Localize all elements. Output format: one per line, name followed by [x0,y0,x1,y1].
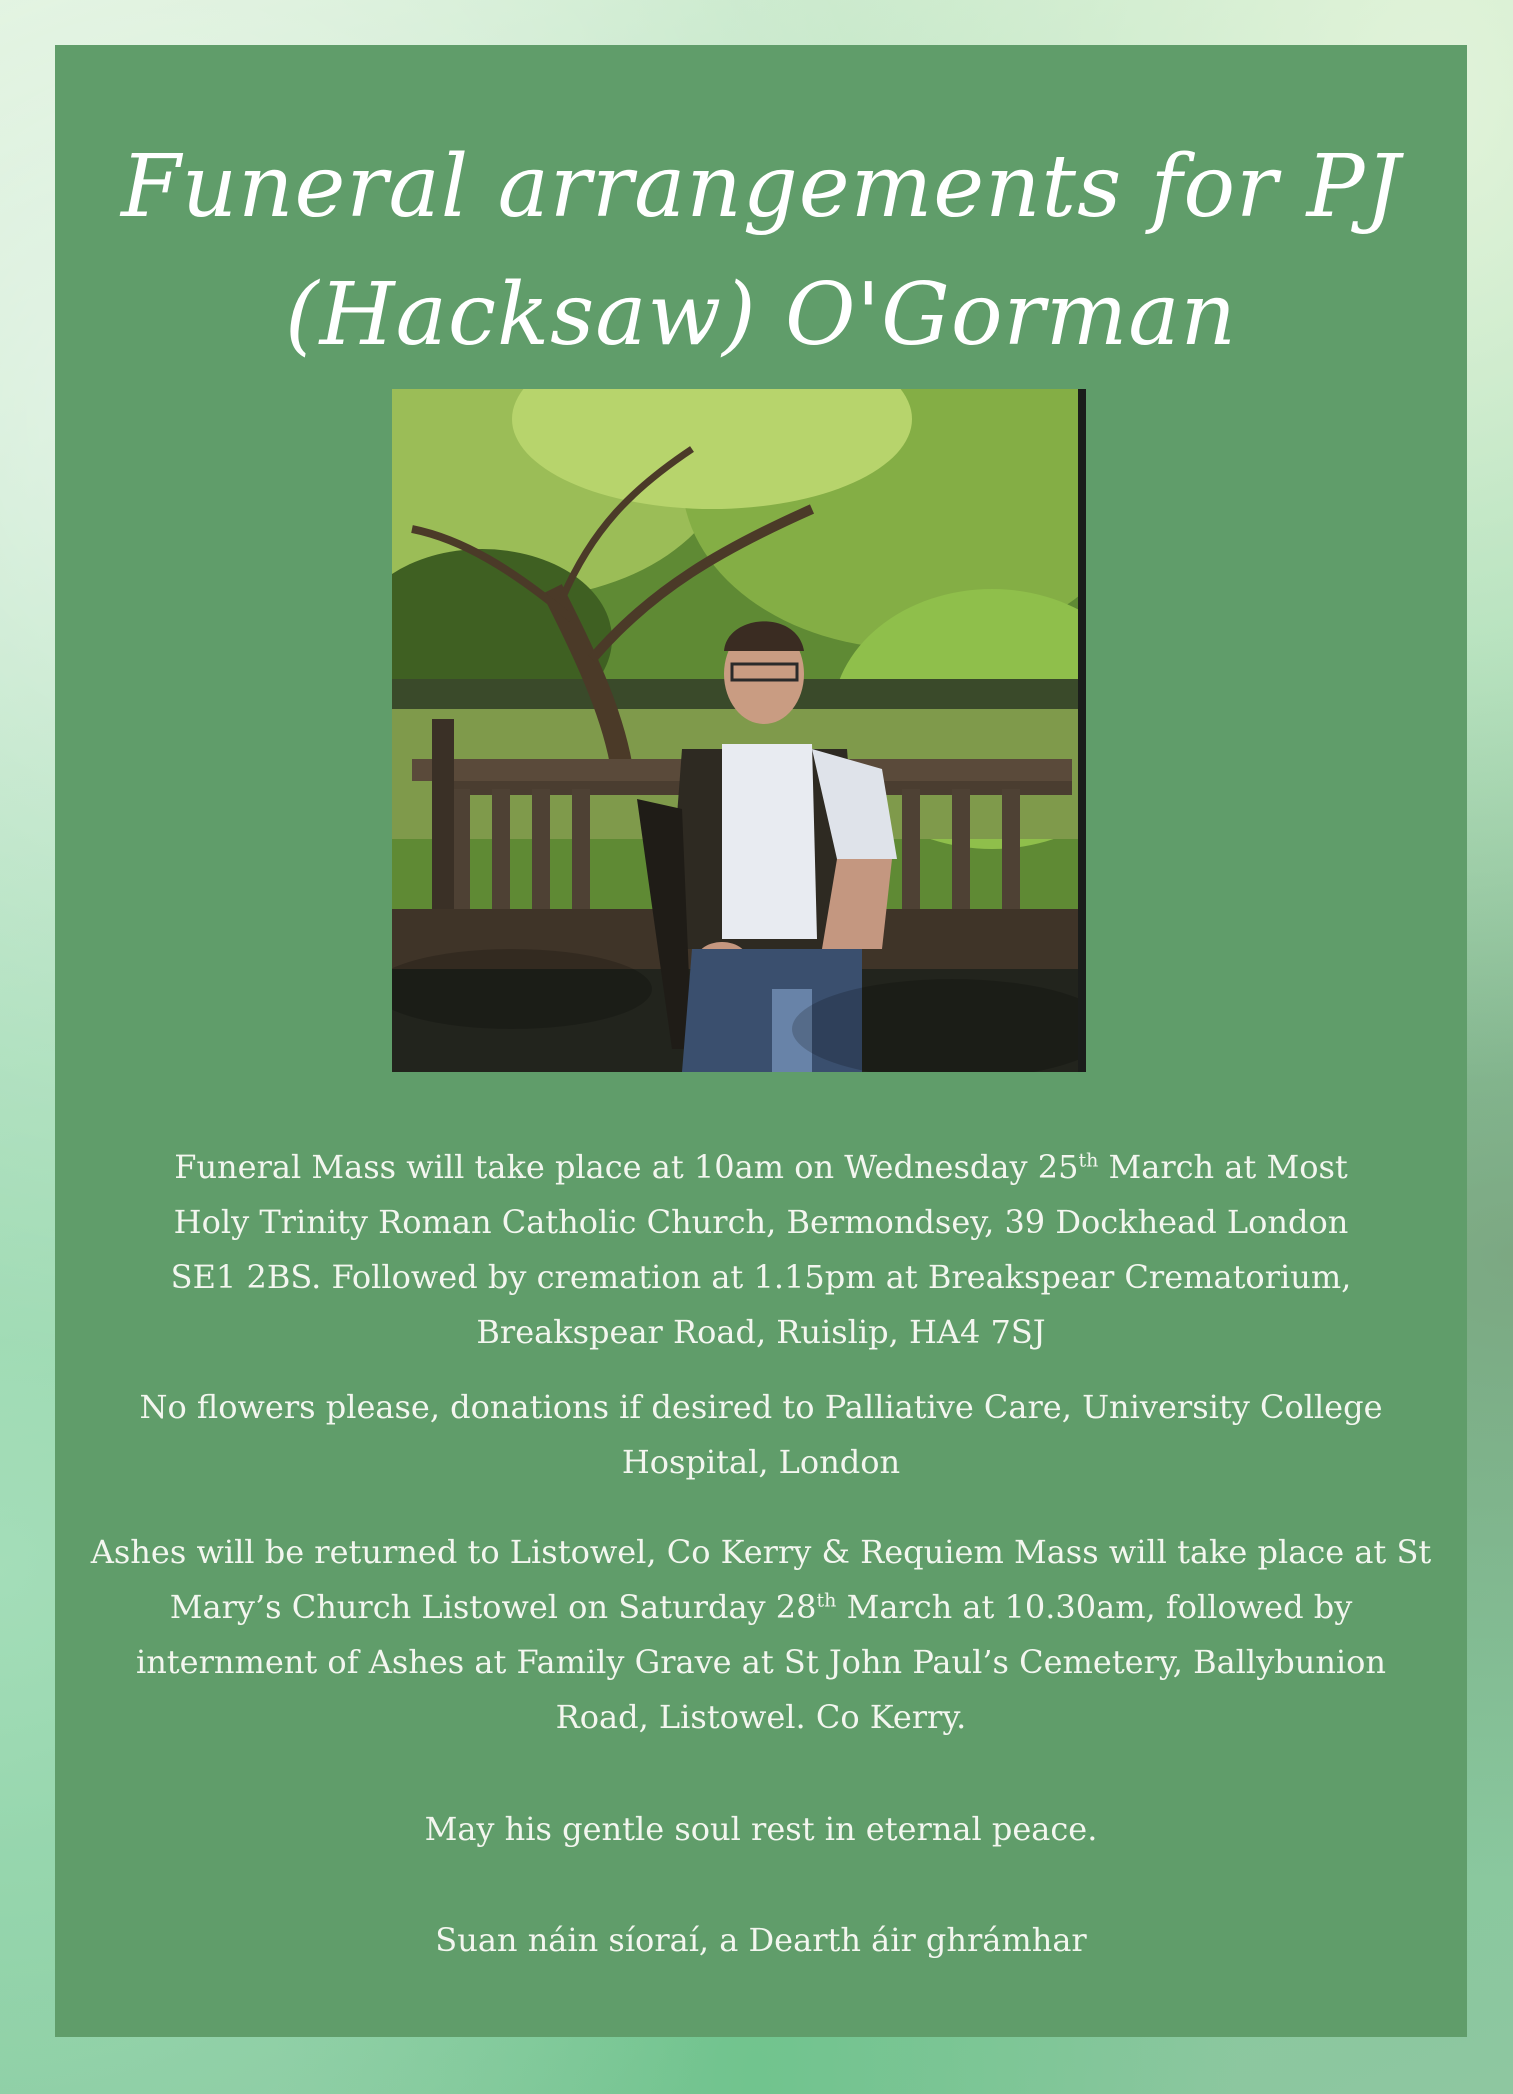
mass-date-suffix: th [1078,1149,1099,1172]
mass-line-4: Breakspear Road, Ruislip, HA4 7SJ [476,1313,1046,1351]
title-line-2: (Hacksaw) O'Gorman [285,265,1237,365]
title-line-1: Funeral arrangements for PJ [121,137,1401,237]
page-title [55,123,1467,379]
mass-line-1 [55,1140,1467,1195]
funeral-mass-paragraph [55,1140,1467,1360]
mass-line-3: SE1 2BS. Followed by cremation at 1.15pm at Breakspear Crematorium, [170,1258,1352,1296]
ashes-date-suffix: th [816,1589,837,1612]
mass-line-2: Holy Trinity Roman Catholic Church, Bermondsey, 39 Dockhead London [173,1203,1349,1241]
notice-panel [55,45,1467,2037]
ashes-line-2-text: Mary’s Church Listowel on Saturday 28 [169,1588,817,1626]
mass-line-1-text-end: March at Most [1098,1148,1348,1186]
ashes-line-3: internment of Ashes at Family Grave at St John Paul’s Cemetery, Ballybunion [135,1643,1387,1681]
ashes-line-2-text-end: March at 10.30am, followed by [836,1588,1353,1626]
ashes-line-1: Ashes will be returned to Listowel, Co Kerry & Requiem Mass will take place at St [90,1533,1432,1571]
flowers-line-1: No flowers please, donations if desired to Palliative Care, University College [139,1388,1383,1426]
mass-line-1-text: Funeral Mass will take place at 10am on Wednesday 25 [174,1148,1079,1186]
ashes-line-4: Road, Listowel. Co Kerry. [555,1698,967,1736]
flowers-line-2: Hospital, London [621,1443,901,1481]
portrait-photo [392,389,1086,1072]
flowers-paragraph [55,1380,1467,1490]
blessing-text: May his gentle soul rest in eternal peace. [424,1810,1098,1848]
ashes-paragraph [55,1525,1467,1745]
portrait-illustration [392,389,1078,1072]
ashes-line-2 [55,1580,1467,1635]
irish-blessing-text: Suan náin síoraí, a Dearth áir ghrámhar [435,1921,1087,1959]
